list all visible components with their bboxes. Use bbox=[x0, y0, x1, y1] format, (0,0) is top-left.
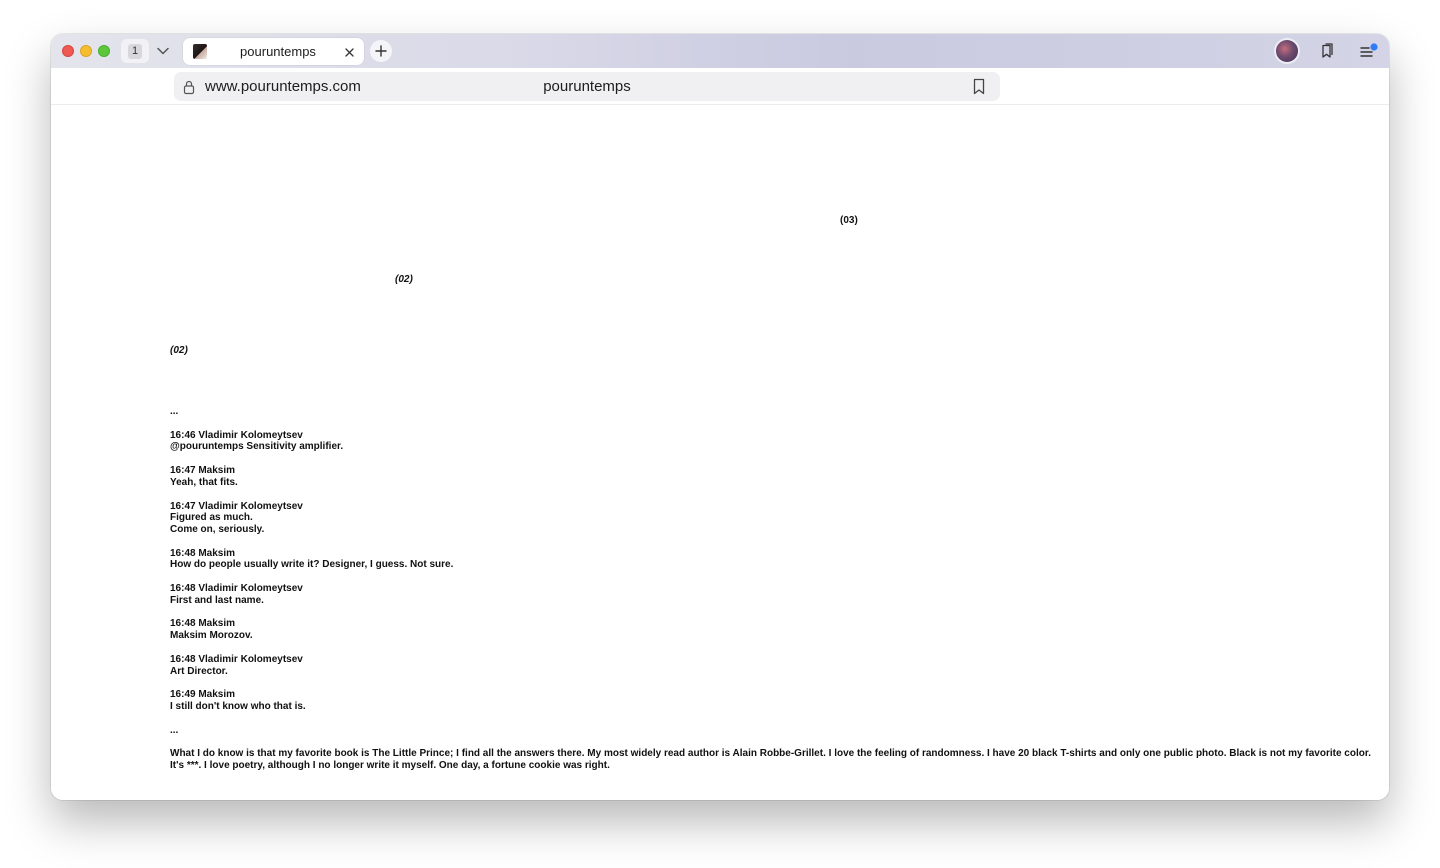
message-text: Maksim Morozov. bbox=[170, 630, 253, 642]
message-header: 16:48 Maksim bbox=[170, 618, 236, 630]
message-text: Come on, seriously. bbox=[170, 523, 265, 535]
new-tab-plus-icon[interactable] bbox=[370, 40, 392, 62]
close-tab-icon[interactable] bbox=[342, 45, 356, 59]
tab-title: pouruntemps bbox=[240, 44, 316, 59]
section-number-02-upper: (02) bbox=[395, 274, 413, 285]
message-header: 16:48 Vladimir Kolomeytsev bbox=[170, 583, 303, 595]
ellipsis-top: ... bbox=[170, 406, 179, 417]
url-text: www.pouruntemps.com bbox=[205, 78, 361, 95]
lock-icon bbox=[182, 79, 196, 95]
chat-message bbox=[170, 430, 1380, 453]
bookmark-icon[interactable] bbox=[972, 78, 986, 95]
tab-active[interactable] bbox=[183, 38, 364, 65]
close-window-button[interactable] bbox=[62, 45, 74, 57]
chat-message bbox=[170, 501, 1380, 536]
chat-message bbox=[170, 618, 1380, 641]
site-favicon bbox=[193, 44, 207, 59]
message-text: @pouruntemps Sensitivity amplifier. bbox=[170, 441, 344, 453]
message-text: First and last name. bbox=[170, 594, 264, 606]
page-content bbox=[51, 105, 1389, 800]
message-text: How do people usually write it? Designer, I guess. Not sure. bbox=[170, 559, 454, 571]
chat-log bbox=[170, 406, 1380, 772]
profile-avatar[interactable] bbox=[1276, 40, 1298, 62]
chat-message bbox=[170, 465, 1380, 488]
bookmarks-icon[interactable] bbox=[1318, 42, 1336, 60]
address-bar[interactable] bbox=[174, 72, 1000, 101]
section-number-03: (03) bbox=[840, 215, 858, 226]
sidebar-menu-icon[interactable] bbox=[1360, 42, 1378, 60]
page-title: pouruntemps bbox=[543, 78, 631, 95]
message-text: Yeah, that fits. bbox=[170, 476, 238, 488]
message-header: 16:47 Vladimir Kolomeytsev bbox=[170, 500, 303, 512]
chat-message bbox=[170, 689, 1380, 712]
message-header: 16:47 Maksim bbox=[170, 465, 236, 477]
chat-message bbox=[170, 548, 1380, 571]
minimize-window-button[interactable] bbox=[80, 45, 92, 57]
chat-message bbox=[170, 583, 1380, 606]
message-text: Figured as much. bbox=[170, 512, 253, 524]
message-header: 16:49 Maksim bbox=[170, 689, 236, 701]
browser-window bbox=[51, 34, 1389, 800]
message-header: 16:46 Vladimir Kolomeytsev bbox=[170, 429, 303, 441]
message-header: 16:48 Vladimir Kolomeytsev bbox=[170, 653, 303, 665]
zoom-window-button[interactable] bbox=[98, 45, 110, 57]
section-number-02-lower: (02) bbox=[170, 345, 188, 356]
tab-count-label: 1 bbox=[128, 44, 142, 59]
title-bar bbox=[51, 34, 1389, 68]
ellipsis-bottom: ... bbox=[170, 724, 179, 736]
chat-message bbox=[170, 654, 1380, 677]
message-text: Art Director. bbox=[170, 665, 228, 677]
navigation-toolbar bbox=[51, 68, 1389, 105]
tab-overview-chevron-icon[interactable] bbox=[153, 41, 173, 61]
closing-paragraph: What I do know is that my favorite book is The Little Prince; I find all the answers there. My most widely read author is Alain Robbe-Grillet. I love the feeling of randomness. I have 20 black T-shirts and only one public photo. Black is not my favorite color. It's ***. I love poetry, although I no longer write it myself. One day, a fortune cookie was right. bbox=[170, 748, 1371, 772]
message-header: 16:48 Maksim bbox=[170, 547, 236, 559]
tab-count-button[interactable] bbox=[121, 39, 149, 63]
message-text: I still don't know who that is. bbox=[170, 700, 306, 712]
